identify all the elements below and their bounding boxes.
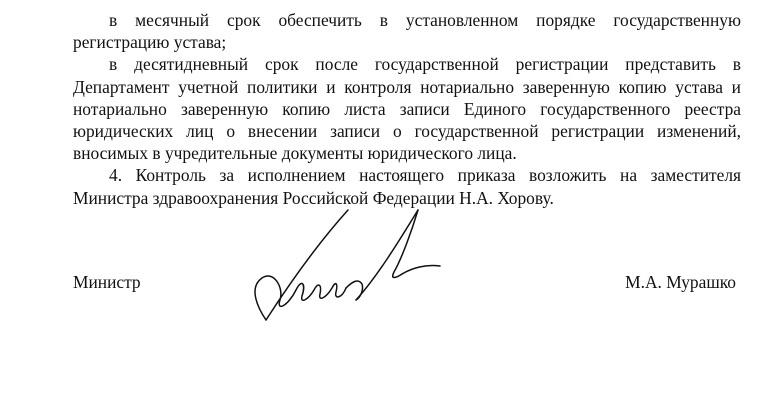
document-body [73, 9, 741, 209]
signatory-name: М.А. Мурашко [625, 272, 736, 292]
signature-block [0, 258, 780, 398]
paragraph-control: 4. Контроль за исполнением настоящего приказа возложить на заместителя Министра здравоохранения Российской Федерации Н.А. Хорову. [73, 165, 741, 208]
handwritten-signature [226, 208, 446, 338]
paragraph-submit-copies: в десятидневный срок после государственной регистрации представить в Департамент учетной политики и контроля нотариально заверенную копию устава и нотариально заверенную копию листа записи Единого государственного реестра юридических лиц о внесении записи о государственной регистрации изменений, вносимых в учредительные документы юридического лица. [73, 54, 741, 164]
signatory-title: Министр [73, 272, 141, 292]
paragraph-registration: в месячный срок обеспечить в установленном порядке государственную регистрацию устава; [73, 10, 741, 53]
